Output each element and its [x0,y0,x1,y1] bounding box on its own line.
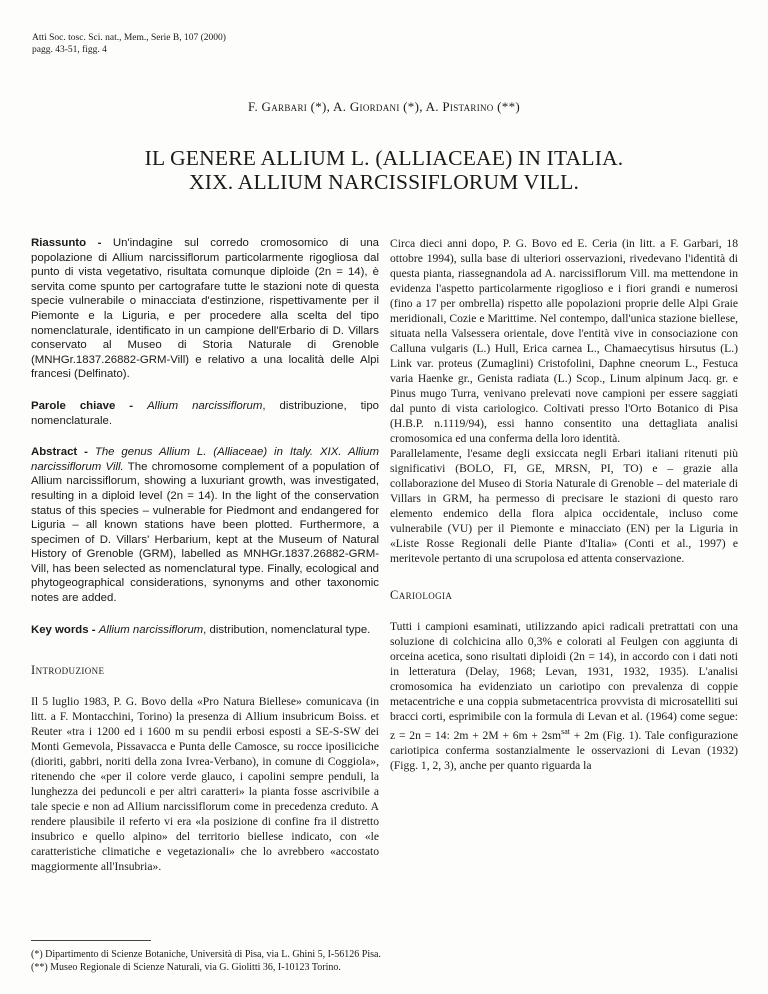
footnote-1: (*) Dipartimento di Scienze Botaniche, Università di Pisa, via L. Ghini 5, I-56126 Pisa. [31,949,381,960]
right-paragraph-1: Circa dieci anni dopo, P. G. Bovo ed E. Ceria (in litt. a F. Garbari, 18 ottobre 1994), sulla base di ulteriori osservazioni, rivedevano l'identità di questa pianta, riassegnandola ad A. narcissiflorum Vill. ma mettendone in evidenza l'aspetto particolarmente rigoglioso e i fiori grandi e numerosi (fino a 17 per ombrella) rispetto alle popolazioni proprie delle Alpi Graie meridionali, Cozie e Marittime. Nel contempo, dall'unica stazione biellese, situata nella Valsessera orientale, dove l'entità vive in consociazione con Calluna vulgaris (L.) Hull, Erica carnea L., Chamaecytisus hirsutus (L.) Link var. proteus (Zumaglini) Cristofolini, Daphne cneorum L., Festuca varia Haenke gr., Genista radiata (L.) Scop., Linum alpinum Jacq. gr. e Pinus mugo Turra, venivano prelevati nove campioni per essere saggiati dal punto di vista cariologico. Coltivati presso l'Orto Botanico di Pisa (H.B.P. n.1119/94), essi hanno consentito una dettagliata analisi cromosomica ed una conferma della loro identità. [390,237,738,445]
page-range: pagg. 43-51, figg. 4 [32,45,107,55]
footnote-2: (**) Museo Regionale di Scienze Naturali, via G. Giolitti 36, I-10123 Torino. [31,962,341,973]
intro-text: Il 5 luglio 1983, P. G. Bovo della «Pro Natura Biellese» comunicava (in litt. a F. Montacchini, Torino) la presenza di Allium insubricum Boiss. et Reuter «tra i 1200 ed i 1600 m su pendii erbosi esposti a SE-S-SW dei Monti Gemevola, Pissavacca e Punta delle Camosce, su rocce iposiliciche (dioriti, gabbri, noriti della zona Ivrea-Verbano), in comune di Coggiola», ritenendo che «per il colore verde glauco, i capolini sempre penduli, la lunghezza dei peduncoli e per altri caratteri» la pianta fosse ascrivibile a tale specie e non ad Allium narcissiflorum come in precedenza creduto. A rendere plausibile il referto vi era «la posizione di confine fra il distretto insubrico e quello alpino» del territorio biellese indicato, con «le caratteristiche climatiche e vegetazionali» che lo avrebbero «accostato maggiormente all'Insubria». [31,695,379,874]
riassunto [31,236,379,382]
parole-italic: Allium narcissiflorum [147,399,263,412]
right-paragraph-2: Parallelamente, l'esame degli exsiccata negli Erbari italiani ritenuti più significativi (BOLO, FI, GE, MRSN, PI, TO) e – grazie alla collaborazione del Museo di Storia Naturale di Grenoble – del materiale di Villars in GRM, ha permesso di precisare le stazioni di questo raro elemento endemico della flora alpica occidentale, incluso come vulnerabile (VU) per il Piemonte e minacciato (EN) per la Liguria in «Liste Rosse Regionali delle Piante d'Italia» (Conti et al., 1997) e meritevole pertanto di una scrupolosa ed attenta conservazione. [390,447,738,565]
intro-heading: Introduzione [31,663,105,678]
author-list: F. Garbari (*), A. Giordani (*), A. Pistarino (**) [247,99,521,114]
title-line-1: IL GENERE ALLIUM L. (ALLIACEAE) IN ITALIA. [144,146,624,170]
parole-text: , distribuzione, tipo nomenclaturale. [31,399,379,427]
keywords-label: Key words - [31,623,99,636]
abstract-title: The genus Allium L. (Alliaceae) in Italy. XIX. Allium narcissiflorum Vill. [31,446,379,473]
article-title [0,146,768,194]
keywords-text: , distribution, nomenclatural type. [203,623,371,636]
cariologia-end: + 2m (Fig. 1). Tale configurazione cariotipica conferma sostanzialmente le osservazioni di Levan (1932) (Figg. 1, 2, 3), anche per quanto riguarda la [390,728,738,772]
key-words [31,623,379,638]
abstract [31,445,379,606]
footnote-rule [31,940,151,941]
abstract-label: Abstract - [31,446,95,459]
cariologia-heading: Cariologia [390,588,453,602]
abstract-text: The chromosome complement of a population of Allium narcissiflorum, showing a luxuriant growth, was investigated, resulting in a diploid level (2n = 14). In the light of the conservation status of this species – vulnerable for Piedmont and endangered for Liguria – all known stations have been plotted. Furthermore, a specimen of D. Villars' Herbarium, kept at the Museum of Natural History of Grenoble (GRM), labelled as MNHGr.1837.26882-GRM-Vill, has been selected as nomenclatural type. Finally, ecological and phytogeographical considerations, synonyms and other taxonomic notes are added. [31,460,379,605]
journal-header [32,32,226,56]
keywords-italic: Allium narcissiflorum [98,623,204,636]
title-line-2: XIX. ALLIUM NARCISSIFLORUM VILL. [188,170,580,194]
parole-chiave [31,399,379,428]
footnotes [31,948,381,974]
parole-label: Parole chiave - [31,399,148,412]
riassunto-label: Riassunto - [31,237,113,249]
cariologia-sup: sat [561,727,570,736]
cariologia-body: Tutti i campioni esaminati, utilizzando apici radicali pretrattati con una soluzione di colchicina allo 0,3% e colorati al Feulgen con aggiunta di orceina acetica, sono risultati diploidi (2n = 14), in accordo con i dati noti in letteratura (Delay, 1968; Levan, 1931, 1932, 1935). L'analisi cromosomica ha evidenziato un cariotipo con prevalenza di coppie metacentriche e una coppia submetacentrica provvista di microsatelliti sui bracci corti, esprimibile con la formula di Levan et al. (1964) come segue: z = 2n = 14: 2m + 2M + 6m + 2sm [390,620,738,742]
right-column [390,236,738,773]
cariologia-text [390,619,738,773]
riassunto-text: Un'indagine sul corredo cromosomico di una popolazione di Allium narcissiflorum particolarmente rigogliosa dal punto di vista vegetativo, risultata comunque diploide (2n = 14), è servita come spunto per cartografare tutte le stazioni note di questa specie vulnerabile o minacciata d'estinzione, rispettivamente per il Piemonte e la Liguria, e per procedere alla scelta del tipo nomenclaturale, identificato in un campione dell'Erbario di D. Villars conservato al Museo di Storia Naturale di Grenoble (MNHGr.1837.26882-GRM-Vill) e relativo a una località delle Alpi francesi (Delfinato). [31,237,379,381]
journal-citation: Atti Soc. tosc. Sci. nat., Mem., Serie B, 107 (2000) [32,33,226,43]
left-column [31,236,379,874]
